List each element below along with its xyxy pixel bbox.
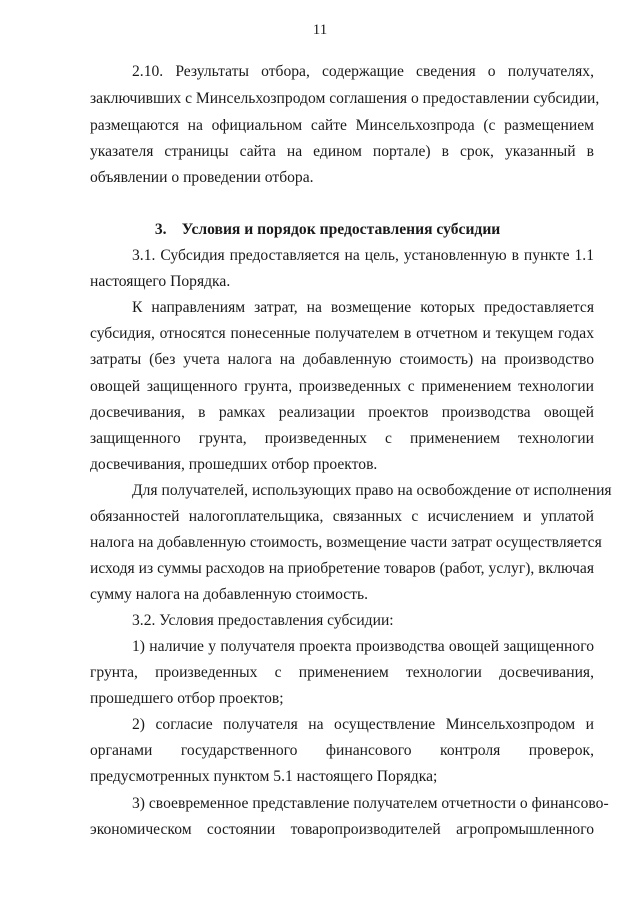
paragraph-line: Для получателей, использующих право на освобождение от исполнения bbox=[132, 482, 612, 499]
paragraph-line: сумму налога на добавленную стоимость. bbox=[90, 586, 369, 603]
paragraph-line: органами государственного финансового контроля проверок, bbox=[90, 742, 594, 759]
paragraph-line: 1) наличие у получателя проекта производства овощей защищенного bbox=[132, 638, 594, 655]
page-number: 11 bbox=[312, 22, 328, 38]
paragraph-line: овощей защищенного грунта, произведенных с применением технологии bbox=[90, 378, 594, 395]
paragraph-line: объявлении о проведении отбора. bbox=[90, 169, 314, 186]
paragraph-line: грунта, произведенных с применением технологии досвечивания, bbox=[90, 664, 594, 681]
section-number: 3. bbox=[154, 221, 167, 238]
paragraph-line: предусмотренных пунктом 5.1 настоящего Порядка; bbox=[90, 768, 438, 785]
paragraph-line: досвечивания, в рамках реализации проектов производства овощей bbox=[90, 404, 594, 421]
paragraph-line: 3) своевременное представление получателем отчетности о финансово- bbox=[132, 795, 609, 812]
paragraph-line: затраты (без учета налога на добавленную стоимость) на производство bbox=[90, 351, 594, 368]
paragraph-line: обязанностей налогоплательщика, связанных с исчислением и уплатой bbox=[90, 508, 594, 525]
section-heading bbox=[0, 220, 640, 240]
paragraph-line: настоящего Порядка. bbox=[90, 273, 231, 290]
paragraph-line: защищенного грунта, произведенных с применением технологии bbox=[90, 430, 594, 447]
section-title: Условия и порядок предоставления субсидии bbox=[181, 221, 501, 238]
paragraph-line: указателя страницы сайта на едином портале) в срок, указанный в bbox=[90, 143, 594, 160]
paragraph-line: размещаются на официальном сайте Минсельхозпрода (с размещением bbox=[90, 117, 594, 134]
paragraph-line: экономическом состоянии товаропроизводителей агропромышленного bbox=[90, 821, 594, 838]
paragraph-line: заключивших с Минсельхозпродом соглашения о предоставлении субсидии, bbox=[90, 90, 600, 107]
paragraph-line: досвечивания, прошедших отбор проектов. bbox=[90, 456, 378, 473]
paragraph-line: 2.10. Результаты отбора, содержащие сведения о получателях, bbox=[132, 63, 594, 80]
paragraph-line: субсидия, относятся понесенные получателем в отчетном и текущем годах bbox=[90, 325, 594, 342]
paragraph-line: 2) согласие получателя на осуществление Минсельхозпродом и bbox=[132, 716, 594, 733]
paragraph-line: 3.1. Субсидия предоставляется на цель, установленную в пункте 1.1 bbox=[132, 247, 594, 264]
paragraph-line: 3.2. Условия предоставления субсидии: bbox=[132, 612, 394, 629]
paragraph-line: налога на добавленную стоимость, возмещение части затрат осуществляется bbox=[90, 534, 602, 551]
paragraph-line: К направлениям затрат, на возмещение которых предоставляется bbox=[132, 299, 594, 316]
paragraph-line: исходя из суммы расходов на приобретение товаров (работ, услуг), включая bbox=[90, 560, 594, 577]
paragraph-line: прошедшего отбор проектов; bbox=[90, 690, 284, 707]
